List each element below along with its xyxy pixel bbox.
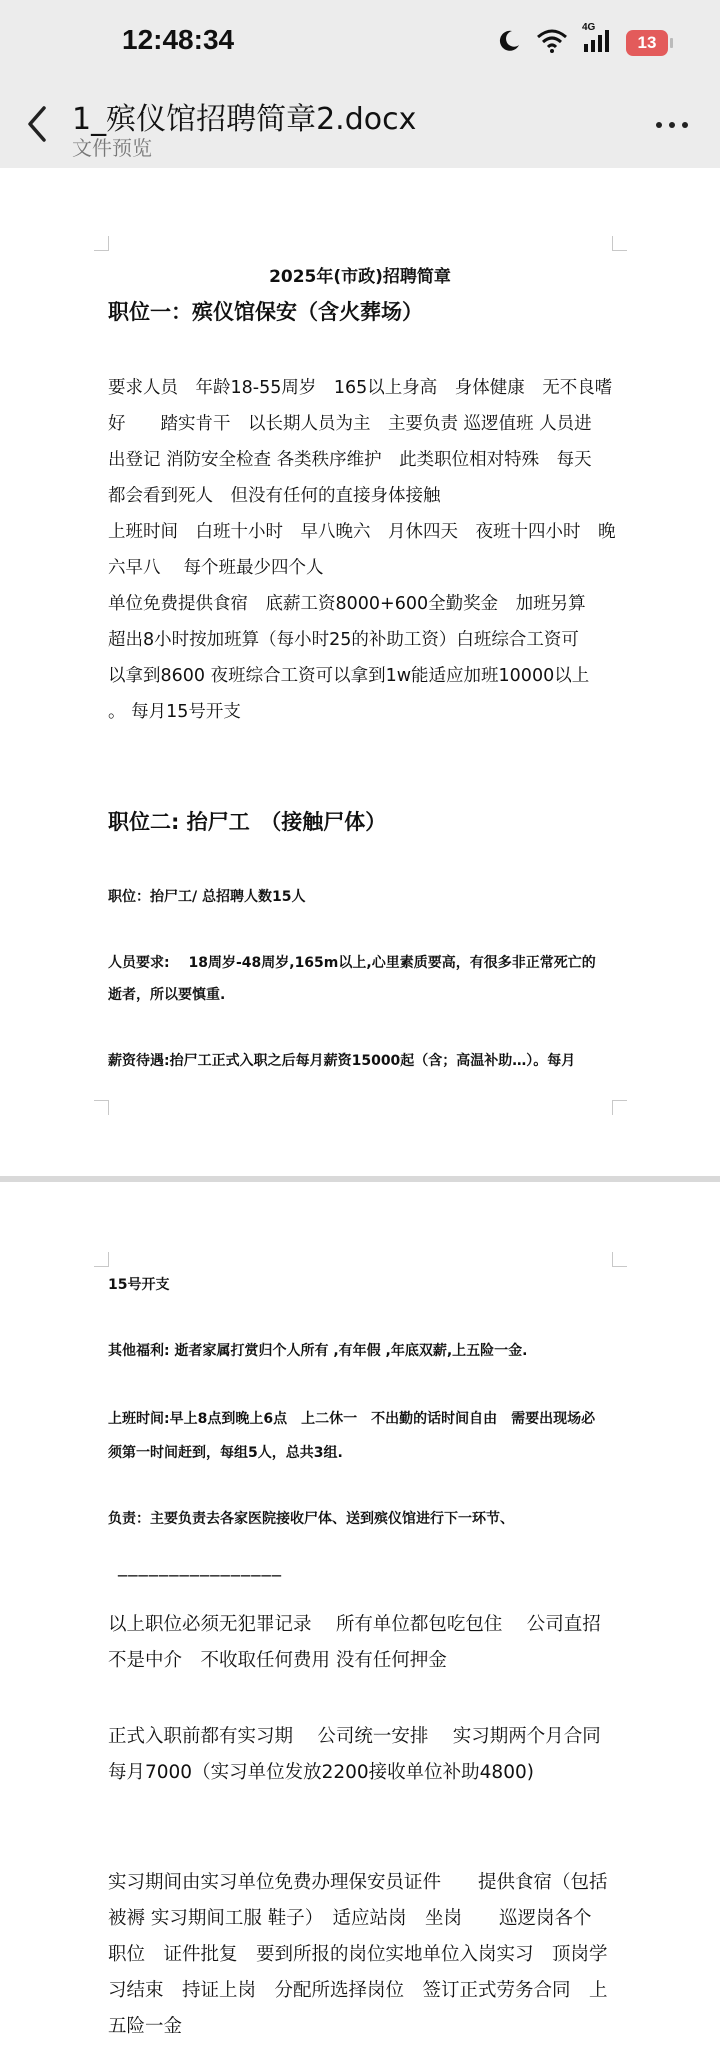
job2-requirements-line: 逝者，所以要慎重. bbox=[108, 987, 226, 1003]
job1-line: 超出8小时按加班算（每小时25的补助工资）白班综合工资可 bbox=[108, 630, 579, 650]
process-line: 五险一金 bbox=[108, 2016, 183, 2037]
process-line: 习结束 持证上岗 分配所选择岗位 签订正式劳务合同 上 bbox=[108, 1980, 608, 2001]
status-icons bbox=[496, 22, 668, 60]
job1-heading: 职位一：殡仪馆保安（含火葬场） bbox=[108, 300, 423, 324]
chevron-left-icon bbox=[18, 102, 58, 146]
job1-line: 要求人员 年龄18-55周岁 165以上身高 身体健康 无不良嗜 bbox=[108, 378, 613, 398]
job1-line: 。 每月15号开支 bbox=[108, 702, 241, 722]
do-not-disturb-moon-icon bbox=[496, 28, 522, 58]
battery-icon: 13 bbox=[626, 30, 668, 56]
more-options-button[interactable] bbox=[652, 112, 692, 136]
job2-salary: 薪资待遇:抬尸工正式入职之后每月薪资15000起（含；高温补助…）。每月 bbox=[108, 1053, 576, 1069]
network-type-label: 4G bbox=[582, 22, 596, 33]
internship-line: 正式入职前都有实习期 公司统一安排 实习期两个月合同 bbox=[108, 1726, 601, 1747]
job2-requirements-line: 人员要求: 18周岁-48周岁,165m以上,心里素质要高，有很多非正常死亡的 bbox=[108, 955, 596, 971]
status-bar bbox=[0, 0, 720, 80]
document-page-2[interactable] bbox=[0, 1182, 720, 2056]
job2-position: 职位：抬尸工/ 总招聘人数15人 bbox=[108, 889, 306, 905]
divider-line: ________________ bbox=[118, 1556, 282, 1577]
process-line: 职位 证件批复 要到所报的岗位实地单位入岗实习 顶岗学 bbox=[108, 1944, 608, 1965]
job1-line: 六早八 每个班最少四个人 bbox=[108, 558, 324, 578]
page-corner-mark bbox=[94, 1252, 109, 1267]
page-corner-mark bbox=[612, 1252, 627, 1267]
document-page-1[interactable] bbox=[0, 168, 720, 1176]
pay-day-text: 15号开支 bbox=[108, 1277, 170, 1293]
process-line: 被褥 实习期间工服 鞋子） 适应站岗 坐岗 巡逻岗各个 bbox=[108, 1908, 592, 1929]
page-corner-mark bbox=[94, 236, 109, 251]
page-corner-mark bbox=[94, 1100, 109, 1115]
status-time: 12:48:34 bbox=[122, 24, 235, 55]
work-hours-line: 须第一时间赶到，每组5人，总共3组. bbox=[108, 1445, 343, 1461]
page-corner-mark bbox=[612, 1100, 627, 1115]
job1-line: 好 踏实肯干 以长期人员为主 主要负责 巡逻值班 人员进 bbox=[108, 414, 592, 434]
job1-line: 单位免费提供食宿 底薪工资8000+600全勤奖金 加班另算 bbox=[108, 594, 586, 614]
wifi-icon bbox=[536, 28, 568, 58]
document-subtitle: 文件预览 bbox=[72, 136, 152, 160]
title-bar bbox=[0, 80, 720, 168]
job1-line: 都会看到死人 但没有任何的直接身体接触 bbox=[108, 486, 441, 506]
work-hours-line: 上班时间:早上8点到晚上6点 上二休一 不出勤的话时间自由 需要出现场必 bbox=[108, 1411, 596, 1427]
notice-line: 不是中介 不收取任何费用 没有任何押金 bbox=[108, 1650, 447, 1671]
page-corner-mark bbox=[612, 236, 627, 251]
duty-text: 负责：主要负责去各家医院接收尸体、送到殡仪馆进行下一环节、 bbox=[108, 1511, 514, 1527]
internship-line: 每月7000（实习单位发放2200接收单位补助4800) bbox=[108, 1762, 534, 1783]
cellular-signal-icon bbox=[582, 22, 612, 58]
notice-line: 以上职位必须无犯罪记录 所有单位都包吃包住 公司直招 bbox=[108, 1614, 601, 1635]
job1-line: 出登记 消防安全检查 各类秩序维护 此类职位相对特殊 每天 bbox=[108, 450, 592, 470]
document-heading: 2025年(市政)招聘简章 bbox=[269, 267, 451, 287]
document-title: 1_殡仪馆招聘简章2.docx bbox=[72, 102, 417, 137]
process-line: 实习期间由实习单位免费办理保安员证件 提供食宿（包括 bbox=[108, 1872, 608, 1893]
back-button[interactable] bbox=[18, 102, 58, 146]
benefits-text: 其他福利: 逝者家属打赏归个人所有 ,有年假 ,年底双薪,上五险一金. bbox=[108, 1343, 528, 1359]
job1-line: 上班时间 白班十小时 早八晚六 月休四天 夜班十四小时 晚 bbox=[108, 522, 616, 542]
job2-heading: 职位二: 抬尸工 （接触尸体） bbox=[108, 810, 387, 834]
job1-line: 以拿到8600 夜班综合工资可以拿到1w能适应加班10000以上 bbox=[108, 666, 590, 686]
